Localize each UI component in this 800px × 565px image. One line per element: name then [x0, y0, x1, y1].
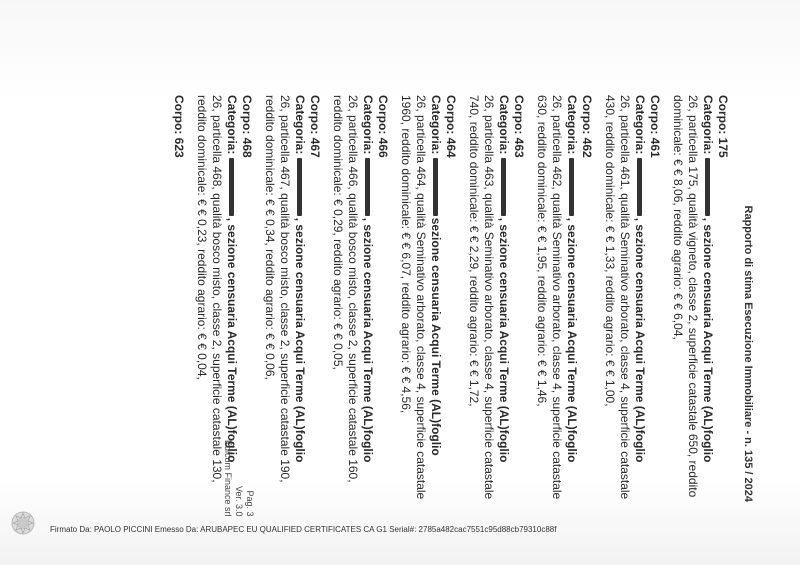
redaction-bar: [297, 158, 302, 216]
section-corpo-463: [466, 95, 526, 515]
corpo-heading: Corpo: 623: [172, 95, 186, 158]
corpo-heading: Corpo: 462: [580, 95, 594, 158]
section-corpo-464: [398, 95, 458, 515]
categoria-label: Categoria: , sezione censuaria Acqui Terme (AL)foglio: [565, 95, 579, 463]
corpo-heading: Corpo: 466: [376, 95, 390, 158]
redaction-bar: [569, 158, 574, 216]
corpo-heading: Corpo: 175: [716, 95, 730, 158]
cadastral-text: 26, particella 466, qualità bosco misto, classe 2, superficie catastale 160, reddito dominicale: € 0,29, reddito agrario: € € 0,05,: [331, 95, 360, 483]
publisher-label: Edicom Finance srl: [223, 440, 233, 517]
categoria-label: Categoria: , sezione censuaria Acqui Terme (AL)foglio: [225, 95, 239, 463]
cadastral-text: 26, particella 462, qualità Seminativo arborato, classe 4, superficie catastale 630, reddito dominicale: € € 1,95, reddito agrario: € € 1,46,: [535, 95, 564, 500]
cadastral-text: 26, particella 461, qualità Seminativo arborato, classe 4, superficie catastale 430, reddito dominicale: € € 1,33, reddito agrario: € € 1,00,: [603, 95, 632, 500]
cadastral-text: 26, particella 463, qualità Seminativo arborato, classe 4, superficie catastale 740, reddito dominicale: € € 2,29, reddito agrario: € € 1,72,: [467, 95, 496, 500]
redaction-bar: [637, 158, 642, 216]
redaction-bar: [501, 158, 506, 216]
digital-signature-text: Firmato Da: PAOLO PICCINI Emesso Da: ARUBAPEC EU QUALIFIED CERTIFICATES CA G1 Serial#: 2785a482cac7551c95d88cb79310c88f: [50, 525, 557, 534]
corpo-heading: Corpo: 468: [240, 95, 254, 158]
categoria-label: Categoria: , sezione censuaria Acqui Terme (AL)foglio: [701, 95, 715, 463]
section-corpo-175: [670, 95, 730, 515]
section-corpo-467: [262, 95, 322, 515]
categoria-label: Categoria: , sezione censuaria Acqui Terme (AL)foglio: [361, 95, 375, 463]
corpo-heading: Corpo: 461: [648, 95, 662, 158]
categoria-label: Categoria: sezione censuaria Acqui Terme (AL)foglio: [429, 95, 443, 456]
version-label: Ver. 3.0: [234, 486, 244, 517]
section-corpo-462: [534, 95, 594, 515]
section-corpo-623: [171, 95, 186, 515]
rotated-document: [30, 0, 760, 520]
corpo-heading: Corpo: 464: [444, 95, 458, 158]
cadastral-text: 26, particella 175, qualità vigneto, classe 2, superficie catastale 650, reddito dominicale: € € 8,06, reddito agrario: € € 6,04,: [671, 95, 700, 498]
categoria-label: Categoria: , sezione censuaria Acqui Terme (AL)foglio: [497, 95, 511, 463]
categoria-label: Categoria: , sezione censuaria Acqui Terme (AL)foglio: [293, 95, 307, 463]
seal-icon: [10, 510, 36, 536]
cadastral-text: 26, particella 464, qualità Seminativo arborato, classe 4, superficie catastale 1960, reddito dominicale: € € 6,07, reddito agrario: € € 4,56,: [399, 95, 428, 500]
cadastral-text: 26, particella 468, qualità bosco misto, classe 2, superficie catastale 130, reddito dominicale: € € 0,23, reddito agrario: € € 0,04,: [195, 95, 224, 483]
categoria-label: Categoria: , sezione censuaria Acqui Terme (AL)foglio: [633, 95, 647, 463]
redaction-bar: [433, 158, 438, 216]
redaction-bar: [705, 158, 710, 216]
corpo-heading: Corpo: 467: [308, 95, 322, 158]
redaction-bar: [365, 158, 370, 216]
corpo-heading: Corpo: 463: [512, 95, 526, 158]
redaction-bar: [229, 158, 234, 216]
section-corpo-466: [330, 95, 390, 515]
cadastral-text: 26, particella 467, qualità bosco misto, classe 2, superficie catastale 190, reddito dominicale: € € 0,34, reddito agrario: € € 0,06,: [263, 95, 292, 483]
page-number: Pag. 3: [245, 490, 255, 517]
page-footer: [222, 440, 255, 517]
section-corpo-461: [602, 95, 662, 515]
report-title: Rapporto di stima Esecuzione Immobiliare - n. 135 / 2024: [742, 205, 754, 502]
